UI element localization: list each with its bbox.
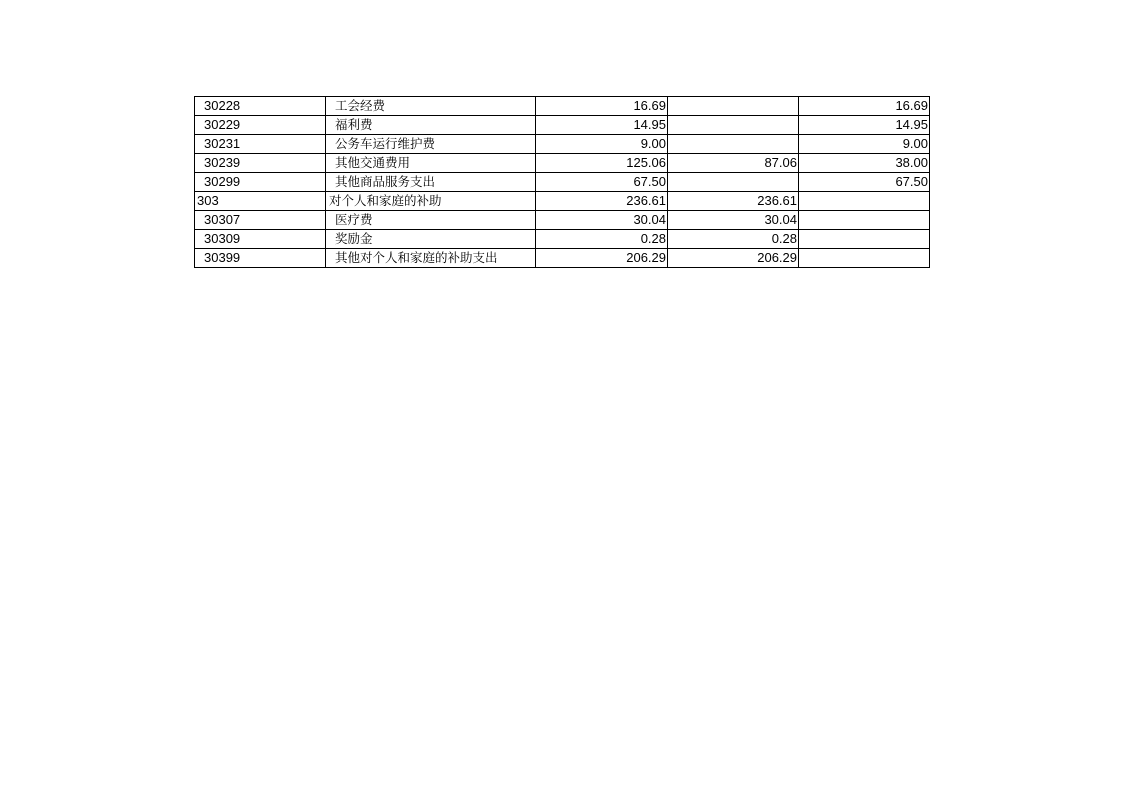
item-name-cell: 医疗费 xyxy=(326,211,536,230)
total-amount-cell: 206.29 xyxy=(536,249,668,268)
economic-code-cell: 30309 xyxy=(195,230,326,249)
project-amount-cell xyxy=(799,249,930,268)
total-amount-cell: 67.50 xyxy=(536,173,668,192)
table-row-category xyxy=(195,192,930,211)
total-amount-cell: 236.61 xyxy=(536,192,668,211)
economic-code-cell: 30239 xyxy=(195,154,326,173)
basic-amount-cell: 30.04 xyxy=(668,211,799,230)
basic-amount-cell xyxy=(668,97,799,116)
project-amount-cell xyxy=(799,230,930,249)
project-amount-cell: 14.95 xyxy=(799,116,930,135)
project-amount-cell xyxy=(799,192,930,211)
basic-amount-cell xyxy=(668,116,799,135)
basic-amount-cell xyxy=(668,135,799,154)
economic-code-cell: 30299 xyxy=(195,173,326,192)
total-amount-cell: 16.69 xyxy=(536,97,668,116)
item-name-cell: 对个人和家庭的补助 xyxy=(326,192,536,211)
item-name-cell: 其他交通费用 xyxy=(326,154,536,173)
table-row xyxy=(195,230,930,249)
item-name-cell: 奖励金 xyxy=(326,230,536,249)
basic-amount-cell: 236.61 xyxy=(668,192,799,211)
total-amount-cell: 14.95 xyxy=(536,116,668,135)
economic-code-cell: 30228 xyxy=(195,97,326,116)
item-name-cell: 福利费 xyxy=(326,116,536,135)
table-row xyxy=(195,249,930,268)
project-amount-cell: 16.69 xyxy=(799,97,930,116)
item-name-cell: 工会经费 xyxy=(326,97,536,116)
basic-amount-cell xyxy=(668,173,799,192)
table-row xyxy=(195,154,930,173)
total-amount-cell: 0.28 xyxy=(536,230,668,249)
item-name-cell: 其他商品服务支出 xyxy=(326,173,536,192)
project-amount-cell xyxy=(799,211,930,230)
table-row xyxy=(195,97,930,116)
item-name-cell: 公务车运行维护费 xyxy=(326,135,536,154)
economic-code-cell: 30399 xyxy=(195,249,326,268)
total-amount-cell: 125.06 xyxy=(536,154,668,173)
basic-amount-cell: 87.06 xyxy=(668,154,799,173)
expenditure-table-body xyxy=(195,97,930,268)
total-amount-cell: 9.00 xyxy=(536,135,668,154)
basic-amount-cell: 206.29 xyxy=(668,249,799,268)
economic-code-cell: 30229 xyxy=(195,116,326,135)
economic-code-cell: 30307 xyxy=(195,211,326,230)
basic-amount-cell: 0.28 xyxy=(668,230,799,249)
project-amount-cell: 38.00 xyxy=(799,154,930,173)
project-amount-cell: 9.00 xyxy=(799,135,930,154)
economic-code-cell: 30231 xyxy=(195,135,326,154)
expenditure-table xyxy=(194,96,930,268)
project-amount-cell: 67.50 xyxy=(799,173,930,192)
total-amount-cell: 30.04 xyxy=(536,211,668,230)
table-row xyxy=(195,116,930,135)
economic-code-cell: 303 xyxy=(195,192,326,211)
table-row xyxy=(195,173,930,192)
table-row xyxy=(195,211,930,230)
item-name-cell: 其他对个人和家庭的补助支出 xyxy=(326,249,536,268)
table-row xyxy=(195,135,930,154)
